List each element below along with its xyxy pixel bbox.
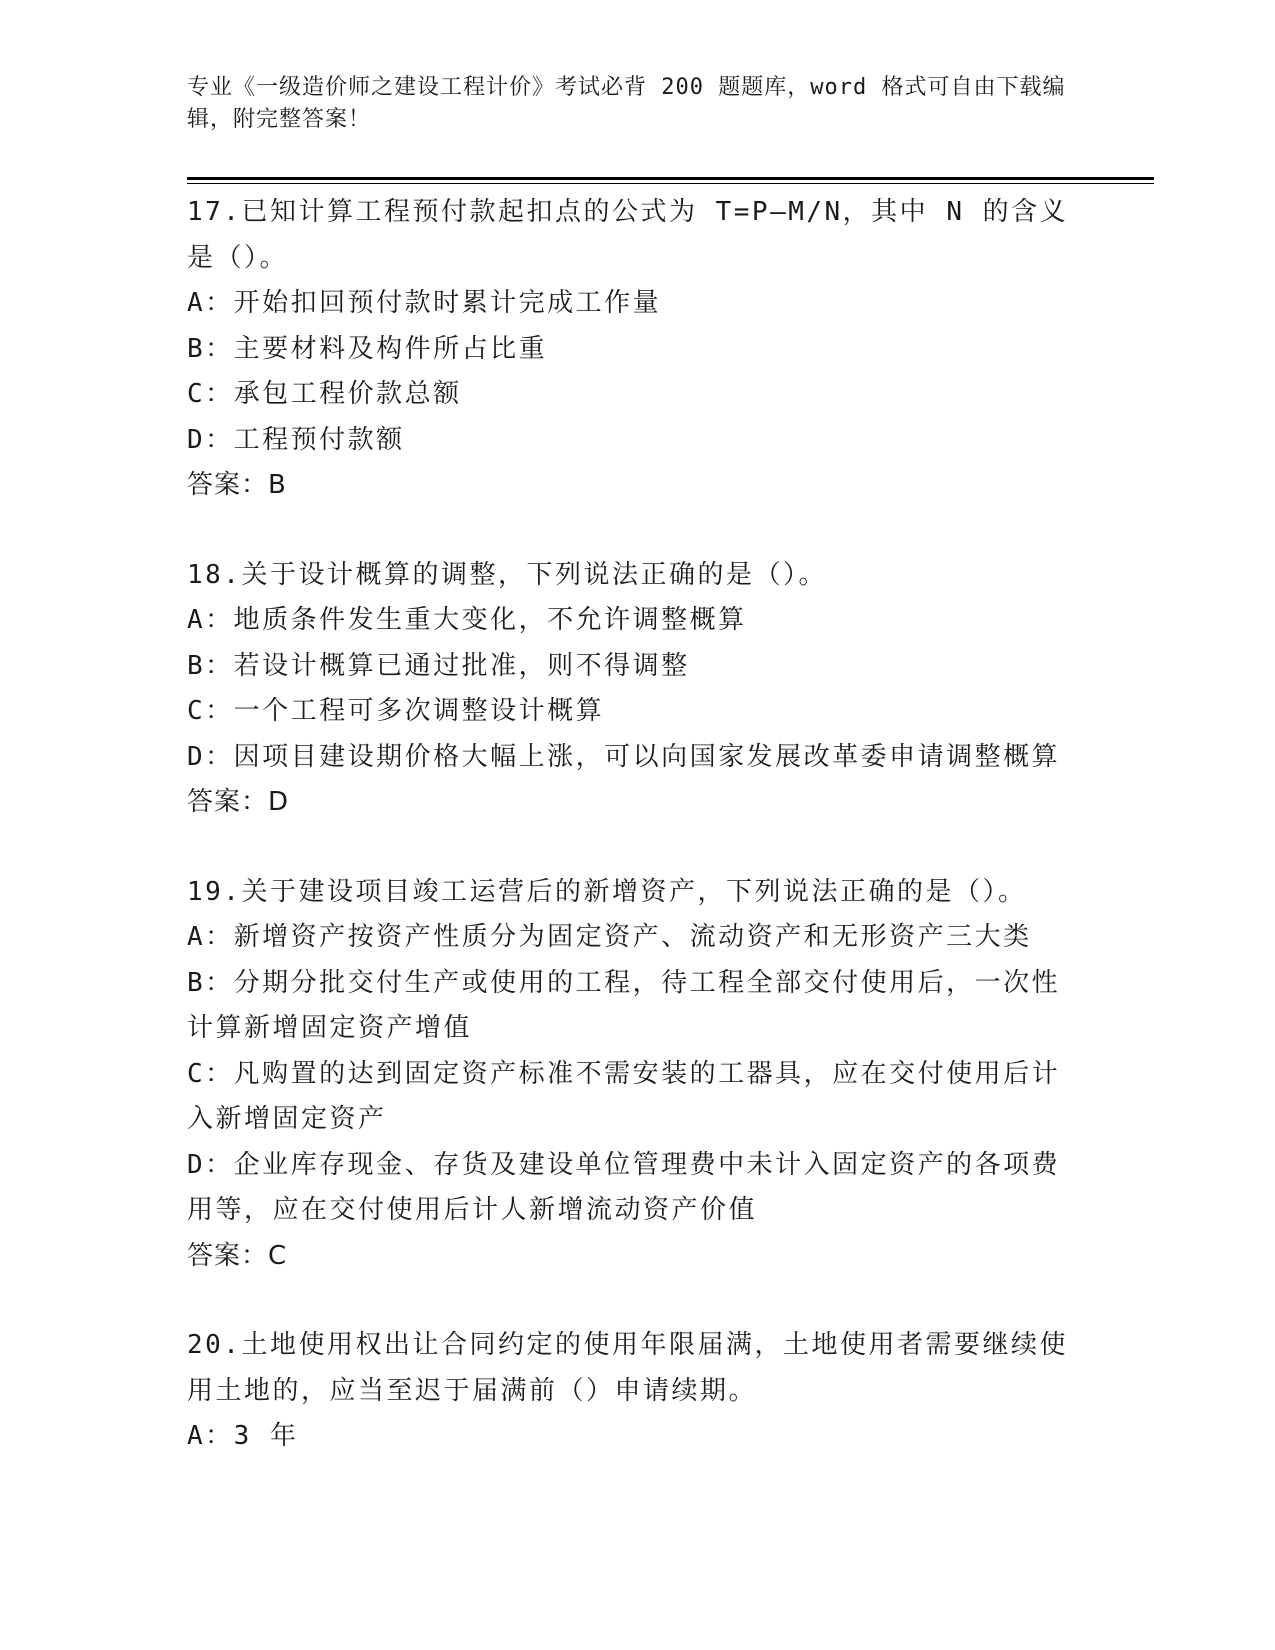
option-a: A：3 年 <box>187 1421 299 1451</box>
option-c: C：承包工程价款总额 <box>187 379 462 409</box>
option-b: B：主要材料及构件所占比重 <box>187 333 548 364</box>
option-b: B：分期分批交付生产或使用的工程，待工程全部交付使用后，一次性计算新增固定资产增值 <box>187 967 1061 1043</box>
option-a: A：地质条件发生重大变化，不允许调整概算 <box>187 605 747 635</box>
question-stem: 20.土地使用权出让合同约定的使用年限届满，土地使用者需要继续使用土地的，应当至迟于届满前（）申请续期。 <box>187 1330 1068 1406</box>
question-19 <box>187 870 1077 1280</box>
question-17 <box>187 190 1077 509</box>
option-d: D：工程预付款额 <box>187 424 405 455</box>
option-a: A：开始扣回预付款时累计完成工作量 <box>187 288 662 318</box>
option-c: C：凡购置的达到固定资产标准不需安装的工器具，应在交付使用后计入新增固定资产 <box>187 1058 1061 1134</box>
option-c: C：一个工程可多次调整设计概算 <box>187 696 605 726</box>
question-stem: 17.已知计算工程预付款起扣点的公式为 T=P—M/N，其中 N 的含义是（）。 <box>187 197 1069 273</box>
header-divider-thick <box>187 177 1154 180</box>
answer: 答案：C <box>187 1240 288 1271</box>
question-20 <box>187 1323 1077 1460</box>
answer: 答案：D <box>187 787 290 817</box>
question-18 <box>187 553 1077 826</box>
question-stem: 19.关于建设项目竣工运营后的新增资产，下列说法正确的是（）。 <box>187 876 1027 907</box>
option-d: D：企业库存现金、存货及建设单位管理费中未计入固定资产的各项费用等，应在交付使用后计人新增流动资产价值 <box>187 1149 1061 1225</box>
answer: 答案：B <box>187 470 287 500</box>
option-d: D：因项目建设期价格大幅上涨，可以向国家发展改革委申请调整概算 <box>187 741 1061 772</box>
document-header: 专业《一级造价师之建设工程计价》考试必背 200 题题库，word 格式可自由下载编辑，附完整答案！ <box>187 75 1066 132</box>
option-a: A：新增资产按资产性质分为固定资产、流动资产和无形资产三大类 <box>187 922 1032 952</box>
header-divider-thin <box>187 183 1154 184</box>
question-list <box>187 190 1077 1460</box>
option-b: B：若设计概算已通过批准，则不得调整 <box>187 650 690 681</box>
question-stem: 18.关于设计概算的调整，下列说法正确的是（）。 <box>187 559 827 590</box>
